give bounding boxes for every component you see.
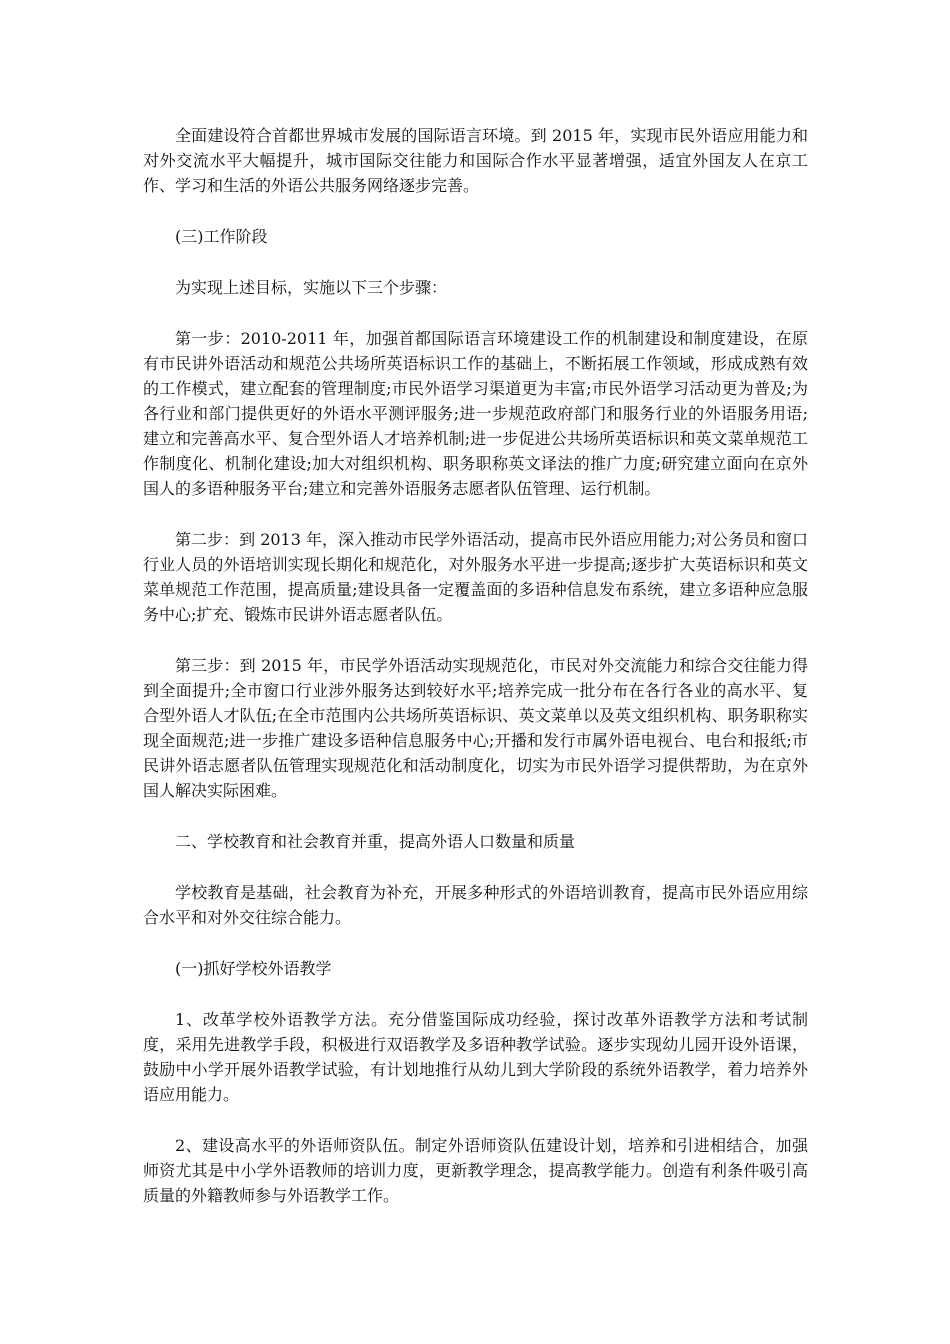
heading-section-two: 二、学校教育和社会教育并重，提高外语人口数量和质量 (175, 832, 576, 851)
paragraph-step-one: 第一步：2010-2011 年，加强首都国际语言环境建设工作的机制建设和制度建设，在原有市民讲外语活动和规范公共场所英语标识工作的基础上，不断拓展工作领域，形成成熟有效的工作模式，建立配套的管理制度;市民外语学习渠道更为丰富;市民外语学习活动更为普及;为各行业和部门提供更好的外语水平测评服务;进一步规范政府部门和服务行业的外语服务用语;建立和完善高水平、复合型外语人才培养机制;进一步促进公共场所英语标识和英文菜单规范工作制度化、机制化建设;加大对组织机构、职务职称英文译法的推广力度;研究建立面向在京外国人的多语种服务平台;建立和完善外语服务志愿者队伍管理、运行机制。 (143, 329, 808, 498)
document-body (143, 123, 808, 1234)
heading-school-teaching: (一)抓好学校外语教学 (175, 959, 332, 978)
paragraph-three-steps-intro: 为实现上述目标，实施以下三个步骤： (175, 278, 448, 297)
heading-work-stages: (三)工作阶段 (175, 227, 268, 246)
paragraph-step-two: 第二步：到 2013 年，深入推动市民学外语活动，提高市民外语应用能力;对公务员和窗口行业人员的外语培训实现长期化和规范化，对外服务水平进一步提高;逐步扩大英语标识和英文菜单规范工作范围，提高质量;建设具备一定覆盖面的多语种信息发布系统，建立多语种应急服务中心;扩充、锻炼市民讲外语志愿者队伍。 (143, 530, 808, 624)
paragraph-item-two: 2、建设高水平的外语师资队伍。制定外语师资队伍建设计划，培养和引进相结合，加强师资尤其是中小学外语教师的培训力度，更新教学理念，提高教学能力。创造有利条件吸引高质量的外籍教师参与外语教学工作。 (143, 1136, 808, 1205)
paragraph-goal-2015: 全面建设符合首都世界城市发展的国际语言环境。到 2015 年，实现市民外语应用能力和对外交流水平大幅提升，城市国际交往能力和国际合作水平显著增强，适宜外国友人在京工作、学习和生活的外语公共服务网络逐步完善。 (143, 126, 808, 195)
paragraph-step-three: 第三步：到 2015 年，市民学外语活动实现规范化，市民对外交流能力和综合交往能力得到全面提升;全市窗口行业涉外服务达到较好水平;培养完成一批分布在各行各业的高水平、复合型外语人才队伍;在全市范围内公共场所英语标识、英文菜单以及英文组织机构、职务职称实现全面规范;进一步推广建设多语种信息服务中心;开播和发行市属外语电视台、电台和报纸;市民讲外语志愿者队伍管理实现规范化和活动制度化，切实为市民外语学习提供帮助，为在京外国人解决实际困难。 (143, 656, 808, 800)
paragraph-item-one: 1、改革学校外语教学方法。充分借鉴国际成功经验，探讨改革外语教学方法和考试制度，采用先进教学手段，积极进行双语教学及多语种教学试验。逐步实现幼儿园开设外语课，鼓励中小学开展外语教学试验，有计划地推行从幼儿到大学阶段的系统外语教学，着力培养外语应用能力。 (143, 1010, 808, 1104)
paragraph-education-basis: 学校教育是基础，社会教育为补充，开展多种形式的外语培训教育，提高市民外语应用综合水平和对外交往综合能力。 (143, 883, 808, 927)
